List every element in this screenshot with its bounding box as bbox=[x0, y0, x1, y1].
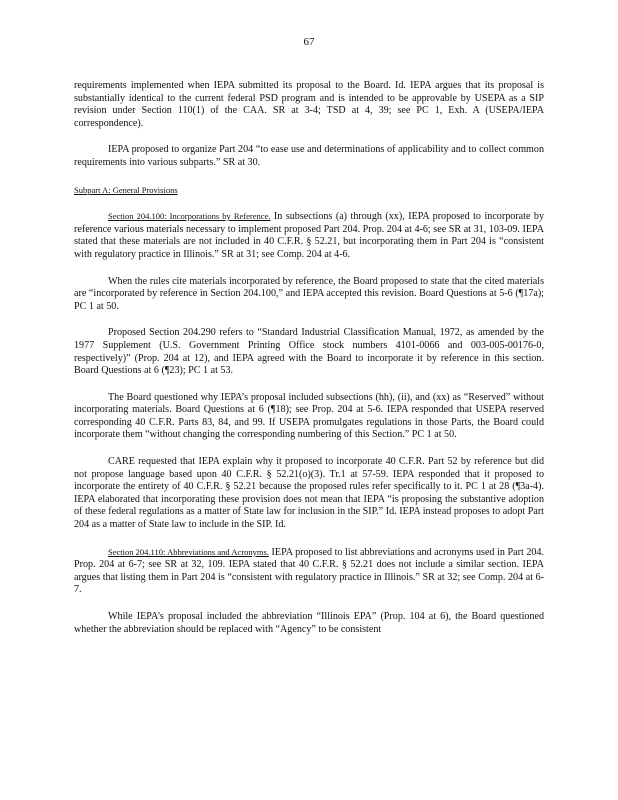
page-number: 67 bbox=[303, 36, 315, 48]
paragraph: While IEPA’s proposal included the abbreviation “Illinois EPA” (Prop. 104 at 6), the Board questioned whether the abbreviation should be replaced with “Agency” to be consistent bbox=[74, 611, 544, 635]
paragraph: IEPA proposed to organize Part 204 “to ease use and determinations of applicability and to collect common requirements into various subparts.” SR at 30. bbox=[74, 144, 544, 168]
paragraph-text: IEPA proposed to list abbreviations and acronyms used in Part 204. Prop. 204 at 6-7; see SR at 32, 109. IEPA stated that 40 C.F.R. § 52.21 does not include a similar section. IEPA argues that listing them in Part 204 is “consistent with regulatory practice in Illinois.” SR at 32; see Comp. 204 at 6-7. bbox=[74, 546, 544, 596]
paragraph: Proposed Section 204.290 refers to “Standard Industrial Classification Manual, 1972, as amended by the 1977 Supplement (U.S. Government Printing Office stock numbers 4101-0066 and 003-005-00176-0, respectively)” (Prop. 204 at 12), and IEPA agreed with the Board to incorporate it by reference in this section. Board Questions at 6 (¶23); PC 1 at 53. bbox=[74, 327, 544, 377]
paragraph bbox=[74, 210, 544, 261]
paragraph: The Board questioned why IEPA’s proposal included subsections (hh), (ii), and (xx) as “Reserved” without incorporating materials. Board Questions at 6 (¶18); see Prop. 204 at 5-6. IEPA responded that USEPA reserved corresponding 40 C.F.R. Parts 83, 84, and 99. If USEPA promulgates regulations in those Parts, the Board could incorporate them “without changing the corresponding numbering of this Section.” PC 1 at 50. bbox=[74, 391, 544, 441]
section-heading: Section 204.110: Abbreviations and Acronyms. bbox=[108, 546, 269, 557]
document-body bbox=[74, 80, 544, 650]
paragraph: requirements implemented when IEPA submitted its proposal to the Board. Id. IEPA argues that its proposal is substantially identical to the current federal PSD program and is intended to be approvable by USEPA as a SIP revision under Section 110(1) of the CAA. SR at 3-4; TSD at 4, 39; see PC 1, Exh. A (USEPA/IEPA correspondence). bbox=[74, 80, 544, 129]
paragraph: When the rules cite materials incorporated by reference, the Board proposed to state that the cited materials are “incorporated by reference in Section 204.100,” and IEPA accepted this revision. Board Questions at 5-6 (¶17a); PC 1 at 50. bbox=[74, 275, 544, 312]
paragraph: CARE requested that IEPA explain why it proposed to incorporate 40 C.F.R. Part 52 by reference but did not propose language based upon 40 C.F.R. § 52.21(o)(3). Tr.1 at 57-59. IEPA responded that it proposed to incorporate the entirety of 40 C.F.R. § 52.21 because the proposed rules refer specifically to it. PC 1 at 28 (¶3a-4). IEPA elaborated that incorporating these provision does not mean that IEPA “is proposing the substantive adoption of these federal regulations as a matter of State law for inclusion in the SIP.” Id. IEPA instead proposes to adopt Part 204 as a matter of State law to include in the SIP. Id. bbox=[74, 456, 544, 531]
paragraph-text: In subsections (a) through (xx), IEPA proposed to incorporate by reference various materials necessary to implement proposed Part 204. Prop. 204 at 4-6; see SR at 31, 103-09. IEPA stated that these materials are not included in 40 C.F.R. § 52.21, but incorporating them in Part 204 is “consistent with regulatory practice in Illinois.” SR at 31; see Comp. 204 at 4-6. bbox=[74, 211, 544, 260]
subpart-heading: Subpart A: General Provisions bbox=[74, 184, 178, 195]
section-heading: Section 204.100: Incorporations by Reference. bbox=[108, 211, 271, 222]
paragraph bbox=[74, 546, 544, 597]
